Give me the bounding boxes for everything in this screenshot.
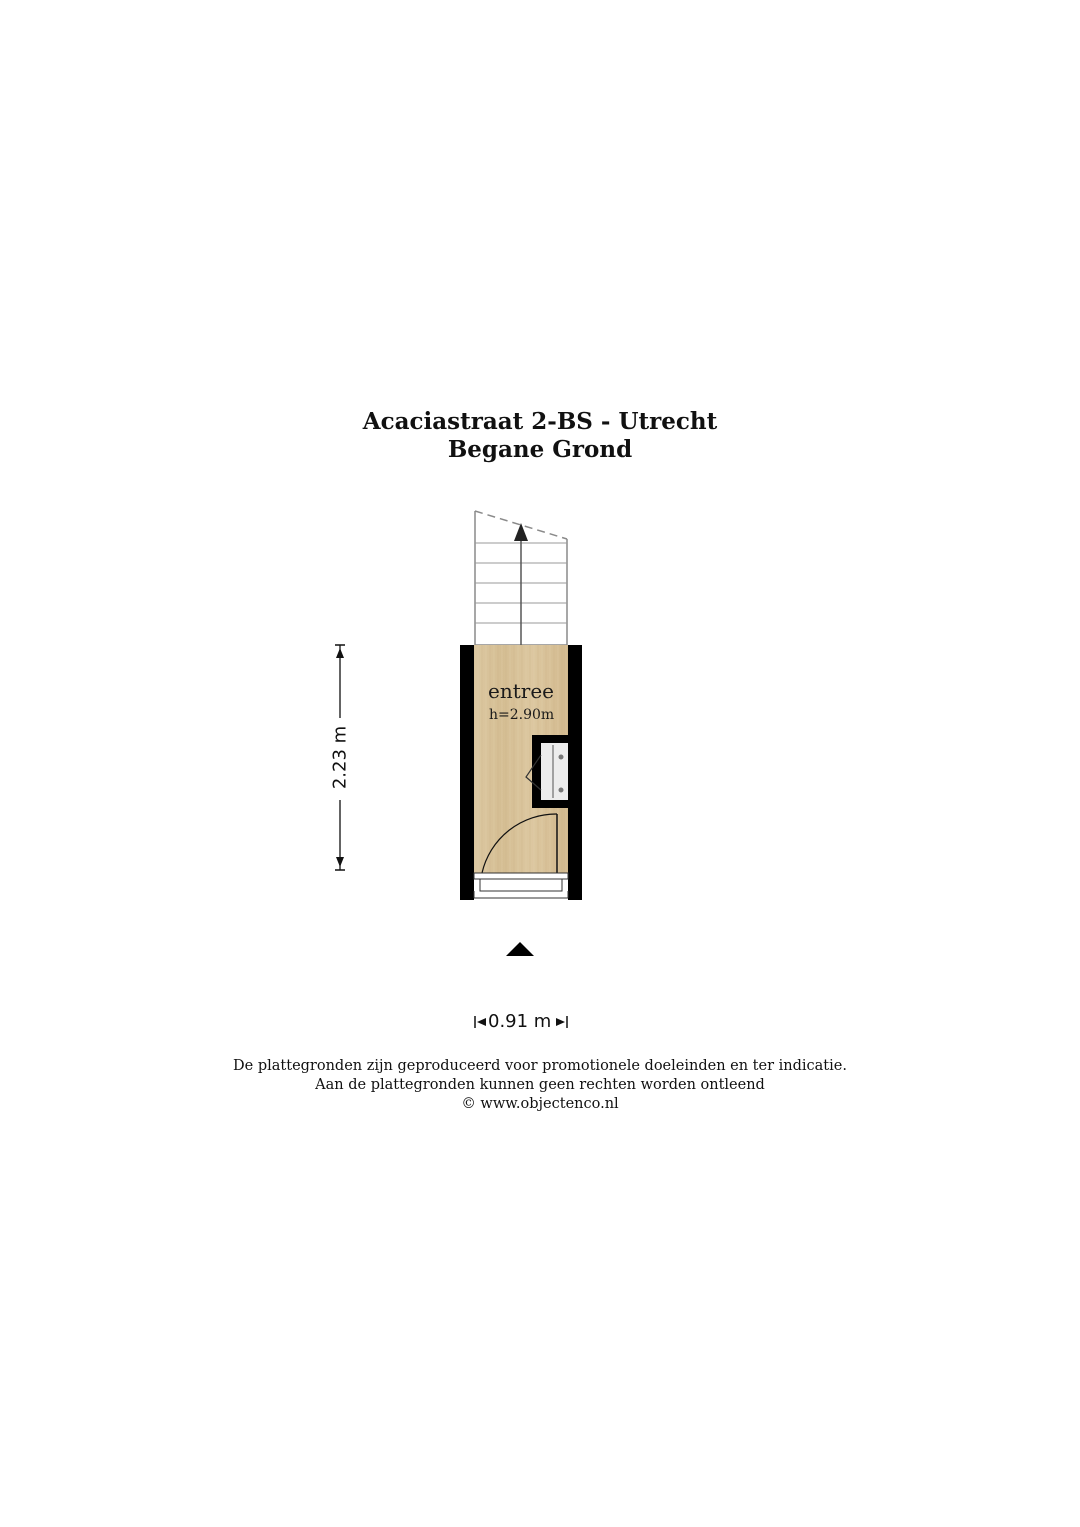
horizontal-dimension-label: 0.91 m	[488, 1011, 552, 1032]
room-name: entree	[488, 679, 554, 703]
disclaimer	[0, 1057, 1080, 1114]
address-title: Acaciastraat 2-BS - Utrecht	[362, 408, 718, 435]
north-arrow-icon	[506, 942, 534, 956]
room-height: h=2.90m	[489, 707, 555, 723]
floor-title: Begane Grond	[447, 436, 633, 463]
staircase	[475, 511, 567, 645]
disclaimer-line-2: Aan de plattegronden kunnen geen rechten worden ontleend	[315, 1077, 765, 1093]
disclaimer-line-1: De plattegronden zijn geproduceerd voor promotionele doeleinden en ter indicatie.	[233, 1058, 847, 1074]
copyright-line: © www.objectenco.nl	[461, 1096, 619, 1112]
vertical-dimension-label: 2.23 m	[329, 725, 351, 790]
stair-direction-arrow	[514, 523, 528, 541]
